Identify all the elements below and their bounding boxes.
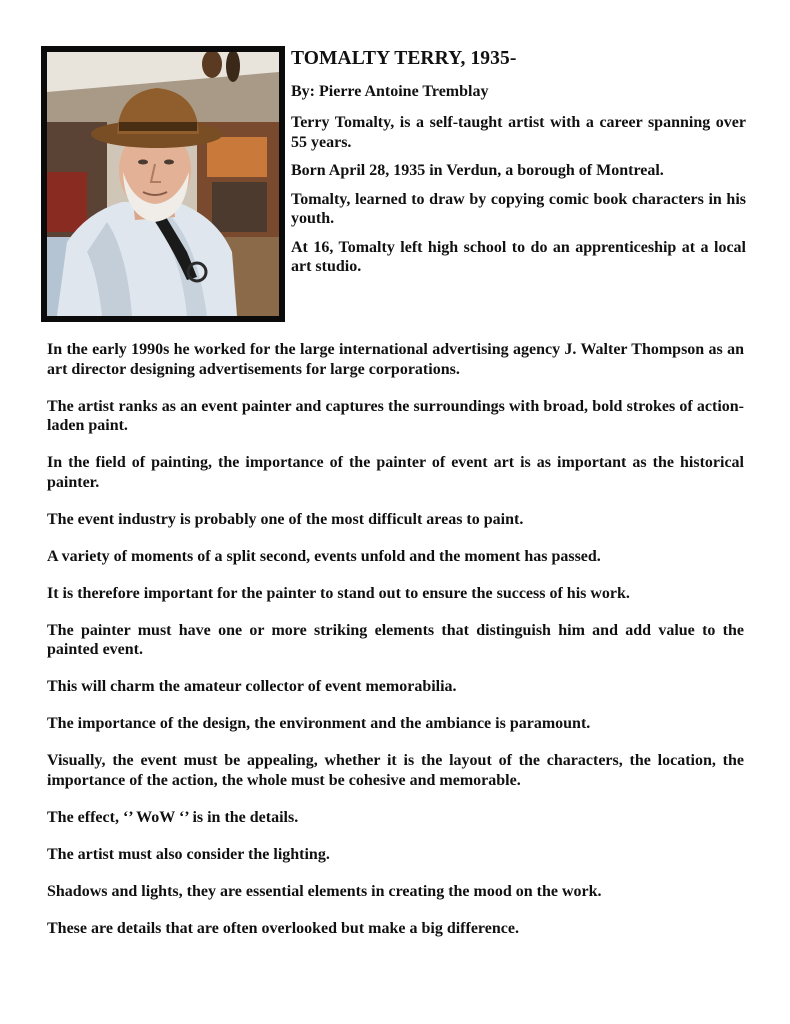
body-paragraph: The artist ranks as an event painter and captures the surroundings with broad, bold strokes of action-laden paint. [47, 397, 744, 434]
intro-paragraph: Terry Tomalty, is a self-taught artist with a career spanning over 55 years. [291, 114, 746, 151]
intro-paragraph: At 16, Tomalty left high school to do an apprenticeship at a local art studio. [291, 238, 746, 275]
body-paragraph: The importance of the design, the environment and the ambiance is paramount. [47, 715, 591, 732]
portrait-image [47, 52, 279, 316]
intro-paragraph: Born April 28, 1935 in Verdun, a borough of Montreal. [291, 162, 664, 179]
body-paragraph: In the field of painting, the importance of the painter of event art is as important as the historical painter. [47, 454, 744, 491]
article-header [291, 47, 746, 286]
body-paragraph: The artist must also consider the lighting. [47, 845, 330, 863]
body-paragraph: Shadows and lights, they are essential elements in creating the mood on the work. [47, 882, 602, 900]
article-byline: By: Pierre Antoine Tremblay [291, 83, 489, 100]
body-paragraph: The event industry is probably one of the most difficult areas to paint. [47, 510, 524, 528]
body-paragraph: Visually, the event must be appealing, whether it is the layout of the characters, the location, the importance of the action, the whole must be cohesive and memorable. [47, 752, 744, 789]
artist-portrait-photo [41, 46, 285, 322]
body-paragraph: A variety of moments of a split second, events unfold and the moment has passed. [47, 547, 601, 565]
body-paragraph: This will charm the amateur collector of event memorabilia. [47, 678, 457, 695]
body-paragraph: The painter must have one or more striking elements that distinguish him and add value to the painted event. [47, 621, 744, 658]
body-paragraph: It is therefore important for the painter to stand out to ensure the success of his work. [47, 584, 630, 602]
intro-paragraph: Tomalty, learned to draw by copying comic book characters in his youth. [291, 190, 746, 227]
body-paragraph: These are details that are often overlooked but make a big difference. [47, 919, 519, 937]
body-paragraph: In the early 1990s he worked for the large international advertising agency J. Walter Thompson as an art director designing advertisements for large corporations. [47, 341, 744, 378]
article-title: TOMALTY TERRY, 1935- [291, 48, 517, 69]
article-body [47, 340, 744, 956]
body-paragraph: The effect, ‘’ WoW ‘’ is in the details. [47, 808, 299, 826]
